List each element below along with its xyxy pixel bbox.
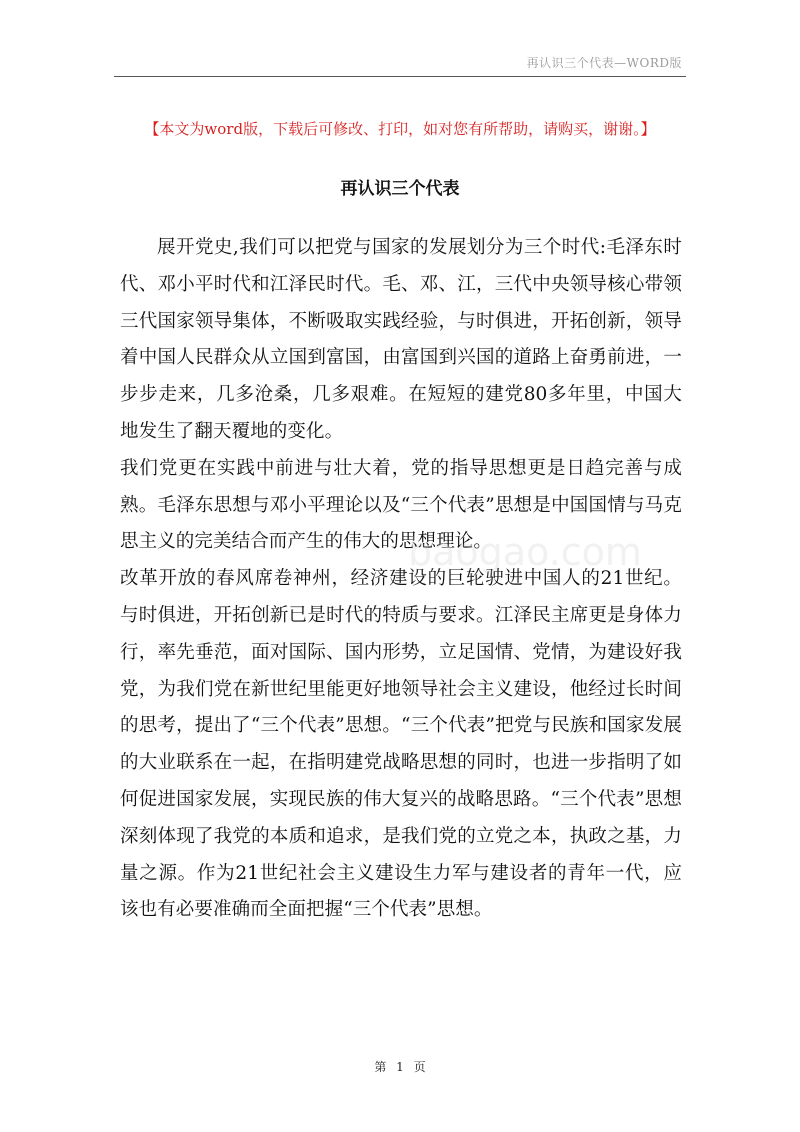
- page-footer: [0, 1058, 800, 1075]
- paragraph-2: 我们党更在实践中前进与壮大着，党的指导思想更是日趋完善与成熟。毛泽东思想与邓小平理论以及“三个代表”思想是中国国情与马克思主义的完美结合而产生的伟大的思想理论。: [120, 457, 682, 553]
- document-title: 再认识三个代表: [340, 179, 460, 199]
- download-notice: 【本文为word版，下载后可修改、打印，如对您有所帮助，请购买，谢谢。】: [144, 120, 656, 138]
- paragraph-1: 展开党史,我们可以把党与国家的发展划分为三个时代:毛泽东时代、邓小平时代和江泽民时代。毛、邓、江，三代中央领导核心带领三代国家领导集体，不断吸取实践经验，与时俱进，开拓创新，领导着中国人民群众从立国到富国，由富国到兴国的道路上奋勇前进，一步步走来，几多沧桑，几多艰难。在短短的建党80多年里，中国大地发生了翻天覆地的变化。: [120, 237, 682, 442]
- page-prefix: 第: [374, 1060, 387, 1074]
- page-suffix: 页: [413, 1060, 426, 1074]
- running-header: 再认识三个代表—WORD版: [526, 56, 682, 70]
- document-body: [120, 230, 682, 929]
- page-number: 1: [396, 1060, 404, 1074]
- header-divider: [114, 76, 686, 77]
- paragraph-3: 改革开放的春风席卷神州，经济建设的巨轮驶进中国人的21世纪。与时俱进，开拓创新已是时代的特质与要求。江泽民主席更是身体力行，率先垂范，面对国际、国内形势，立足国情、党情，为建设好我党，为我们党在新世纪里能更好地领导社会主义建设，他经过长时间的思考，提出了“三个代表”思想。“三个代表”把党与民族和国家发展的大业联系在一起，在指明建党战略思想的同时，也进一步指明了如何促进国家发展，实现民族的伟大复兴的战略思路。“三个代表”思想深刻体现了我党的本质和追求，是我们党的立党之本，执政之基，力量之源。作为21世纪社会主义建设生力军与建设者的青年一代，应该也有必要准确而全面把握“三个代表”思想。: [120, 568, 682, 921]
- watermark: baogao.com: [408, 530, 642, 574]
